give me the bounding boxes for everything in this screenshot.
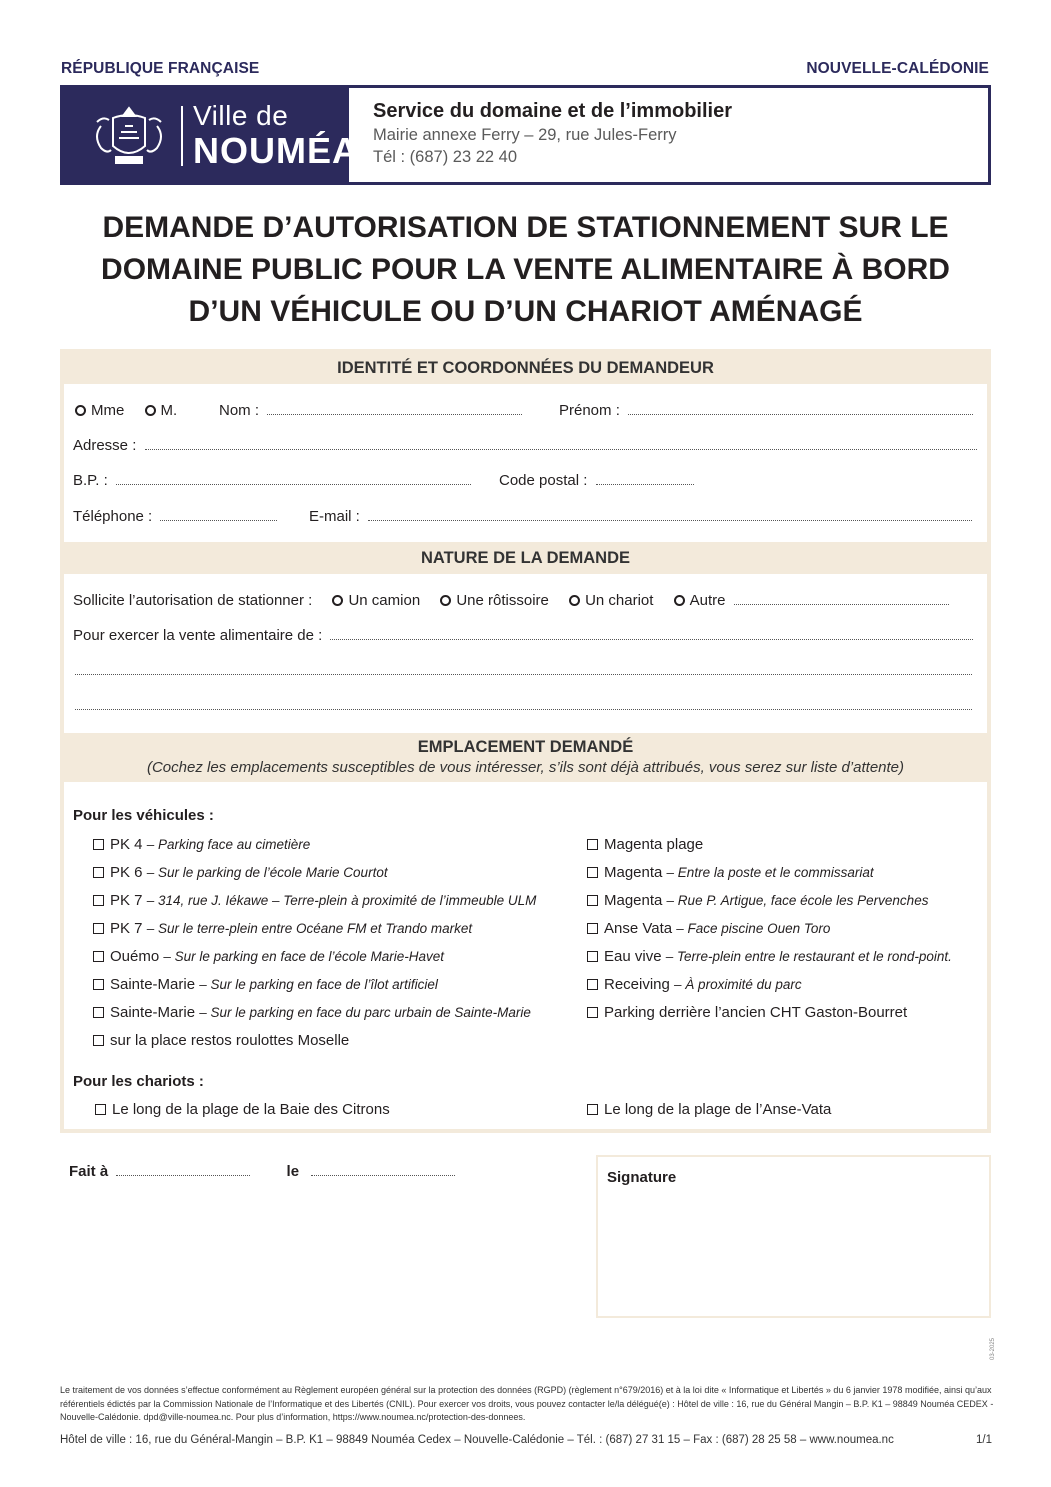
signature-label: Signature — [607, 1169, 677, 1186]
checkbox-icon — [587, 951, 598, 962]
exercer-field: Pour exercer la vente alimentaire de : — [73, 627, 973, 644]
telephone-input[interactable] — [160, 509, 277, 521]
checkbox-left-7[interactable]: sur la place restos roulottes Moselle — [93, 1032, 349, 1049]
checkbox-icon — [93, 867, 104, 878]
adresse-input[interactable] — [145, 438, 977, 450]
radio-mme[interactable]: Mme — [75, 402, 124, 419]
service-address: Mairie annexe Ferry – 29, rue Jules-Ferry — [373, 126, 677, 144]
checkbox-icon — [587, 1007, 598, 1018]
prenom-input[interactable] — [628, 403, 973, 415]
exercer-line-3 — [75, 697, 972, 714]
radio-icon — [569, 595, 580, 606]
chariots-label: Pour les chariots : — [73, 1073, 204, 1090]
sollicite-row: Sollicite l’autorisation de stationner : Un camion Une rôtissoire Un chariot Autre — [73, 592, 949, 609]
title-line-2: DOMAINE PUBLIC POUR LA VENTE ALIMENTAIRE À BORD — [101, 253, 950, 286]
code-postal-field: Code postal : — [499, 472, 694, 489]
logo-ville-text: Ville de — [193, 100, 289, 131]
date-input[interactable] — [311, 1164, 455, 1176]
option-rotissoire[interactable]: Une rôtissoire — [440, 592, 549, 609]
checkbox-right-5[interactable]: Receiving – À proximité du parc — [587, 976, 802, 993]
checkbox-icon — [587, 979, 598, 990]
option-autre[interactable]: Autre — [674, 592, 726, 609]
checkbox-right-3[interactable]: Anse Vata – Face piscine Ouen Toro — [587, 920, 830, 937]
title-line-1: DEMANDE D’AUTORISATION DE STATIONNEMENT SUR LE — [102, 211, 949, 244]
checkbox-right-0[interactable]: Magenta plage — [587, 836, 703, 853]
radio-icon — [332, 595, 343, 606]
page-number: 1/1 — [976, 1434, 992, 1446]
checkbox-right-6[interactable]: Parking derrière l’ancien CHT Gaston-Bourret — [587, 1004, 907, 1021]
identity-heading: IDENTITÉ ET COORDONNÉES DU DEMANDEUR — [64, 353, 987, 384]
document-code: 03-2025 — [990, 1337, 996, 1360]
prenom-field: Prénom : — [559, 402, 973, 419]
footer-address: Hôtel de ville : 16, rue du Général-Mangin – B.P. K1 – 98849 Nouméa Cedex – Nouvelle-Calédonie – Tél. : (687) 27 31 15 – Fax : (687) 28 25 58 – www.noumea.nc — [60, 1434, 894, 1446]
crest-icon — [89, 102, 169, 168]
service-phone: Tél : (687) 23 22 40 — [373, 148, 518, 166]
checkbox-left-1[interactable]: PK 6 – Sur le parking de l’école Marie Courtot — [93, 864, 388, 881]
exercer-input-2[interactable] — [75, 663, 972, 675]
nature-heading: NATURE DE LA DEMANDE — [64, 542, 987, 574]
checkbox-left-3[interactable]: PK 7 – Sur le terre-plein entre Océane FM et Trando market — [93, 920, 472, 937]
checkbox-left-6[interactable]: Sainte-Marie – Sur le parking en face du parc urbain de Sainte-Marie — [93, 1004, 531, 1021]
fait-input[interactable] — [116, 1164, 250, 1176]
checkbox-right-1[interactable]: Magenta – Entre la poste et le commissariat — [587, 864, 874, 881]
checkbox-icon — [93, 1007, 104, 1018]
checkbox-icon — [93, 979, 104, 990]
civility-row — [75, 402, 177, 419]
city-logo — [63, 88, 359, 182]
option-chariot[interactable]: Un chariot — [569, 592, 653, 609]
radio-icon — [145, 405, 156, 416]
bp-field: B.P. : — [73, 472, 471, 489]
radio-icon — [75, 405, 86, 416]
emplacement-title: EMPLACEMENT DEMANDÉ — [417, 738, 634, 756]
checkbox-icon — [93, 923, 104, 934]
radio-icon — [440, 595, 451, 606]
page-title — [60, 207, 991, 333]
checkbox-chariot-0[interactable]: Le long de la plage de la Baie des Citrons — [95, 1101, 390, 1118]
signature-box[interactable] — [596, 1155, 991, 1318]
nom-input[interactable] — [267, 403, 522, 415]
service-info — [373, 100, 732, 167]
checkbox-icon — [587, 895, 598, 906]
checkbox-icon — [587, 1104, 598, 1115]
checkbox-left-4[interactable]: Ouémo – Sur le parking en face de l’école Marie-Havet — [93, 948, 444, 965]
checkbox-icon — [93, 1035, 104, 1046]
checkbox-left-5[interactable]: Sainte-Marie – Sur le parking en face de l’îlot artificiel — [93, 976, 438, 993]
checkbox-right-4[interactable]: Eau vive – Terre-plein entre le restaurant et le rond-point. — [587, 948, 952, 965]
form-frame — [60, 349, 991, 1133]
fait-row: Fait à le — [69, 1163, 455, 1180]
emplacement-subtitle: (Cochez les emplacements susceptibles de vous intéresser, s’ils sont déjà attribués, vous serez sur liste d’attente) — [146, 759, 905, 776]
radio-icon — [674, 595, 685, 606]
exercer-input-3[interactable] — [75, 698, 972, 710]
option-camion[interactable]: Un camion — [332, 592, 420, 609]
checkbox-left-2[interactable]: PK 7 – 314, rue J. Iékawe – Terre-plein à proximité de l’immeuble ULM — [93, 892, 536, 909]
emplacement-heading — [64, 733, 987, 782]
vehicles-label: Pour les véhicules : — [73, 807, 214, 824]
adresse-field: Adresse : — [73, 437, 977, 454]
logo-city-text: NOUMÉA — [193, 130, 359, 171]
checkbox-chariot-1[interactable]: Le long de la plage de l’Anse-Vata — [587, 1101, 831, 1118]
exercer-input[interactable] — [330, 628, 973, 640]
telephone-field: Téléphone : — [73, 508, 277, 525]
checkbox-left-0[interactable]: PK 4 – Parking face au cimetière — [93, 836, 310, 853]
autre-input[interactable] — [734, 593, 949, 605]
checkbox-icon — [93, 839, 104, 850]
email-input[interactable] — [368, 509, 972, 521]
region-label: NOUVELLE-CALÉDONIE — [806, 60, 989, 77]
logo-separator — [181, 106, 183, 166]
checkbox-icon — [587, 923, 598, 934]
code-postal-input[interactable] — [596, 473, 694, 485]
email-field: E-mail : — [309, 508, 972, 525]
checkbox-icon — [587, 867, 598, 878]
title-line-3: D’UN VÉHICULE OU D’UN CHARIOT AMÉNAGÉ — [188, 295, 863, 328]
nom-field: Nom : — [219, 402, 522, 419]
checkbox-right-2[interactable]: Magenta – Rue P. Artigue, face école les Pervenches — [587, 892, 928, 909]
exercer-line-2 — [75, 662, 972, 679]
checkbox-icon — [93, 895, 104, 906]
checkbox-icon — [587, 839, 598, 850]
checkbox-icon — [93, 951, 104, 962]
radio-m[interactable]: M. — [145, 402, 178, 419]
republique-label: RÉPUBLIQUE FRANÇAISE — [61, 60, 260, 77]
checkbox-icon — [95, 1104, 106, 1115]
bp-input[interactable] — [116, 473, 471, 485]
service-title: Service du domaine et de l’immobilier — [373, 100, 732, 122]
legal-notice: Le traitement de vos données s’effectue conformément au Règlement européen général sur la protection des données (RGPD) (règlement n°679/2016) et à la loi dite « Informatique et Libertés » du 6 janvier 1978 modifiée, ainsi qu’aux référentiels édictés par la Commission Nationale de l’Informatique et des Libertés (CNIL). Pour exercer vos droits, vous pouvez contacter le/la délégué(e) : Hôtel de ville : 16, rue du Général Mangin – B.P. K1 – 98849 Nouméa CEDEX - Nouvelle-Calédonie. dpd@ville-noumea.nc. Pour plus d’information, https://www.noumea.nc/protection-des-donnees. — [60, 1385, 994, 1422]
header-box — [60, 85, 991, 185]
